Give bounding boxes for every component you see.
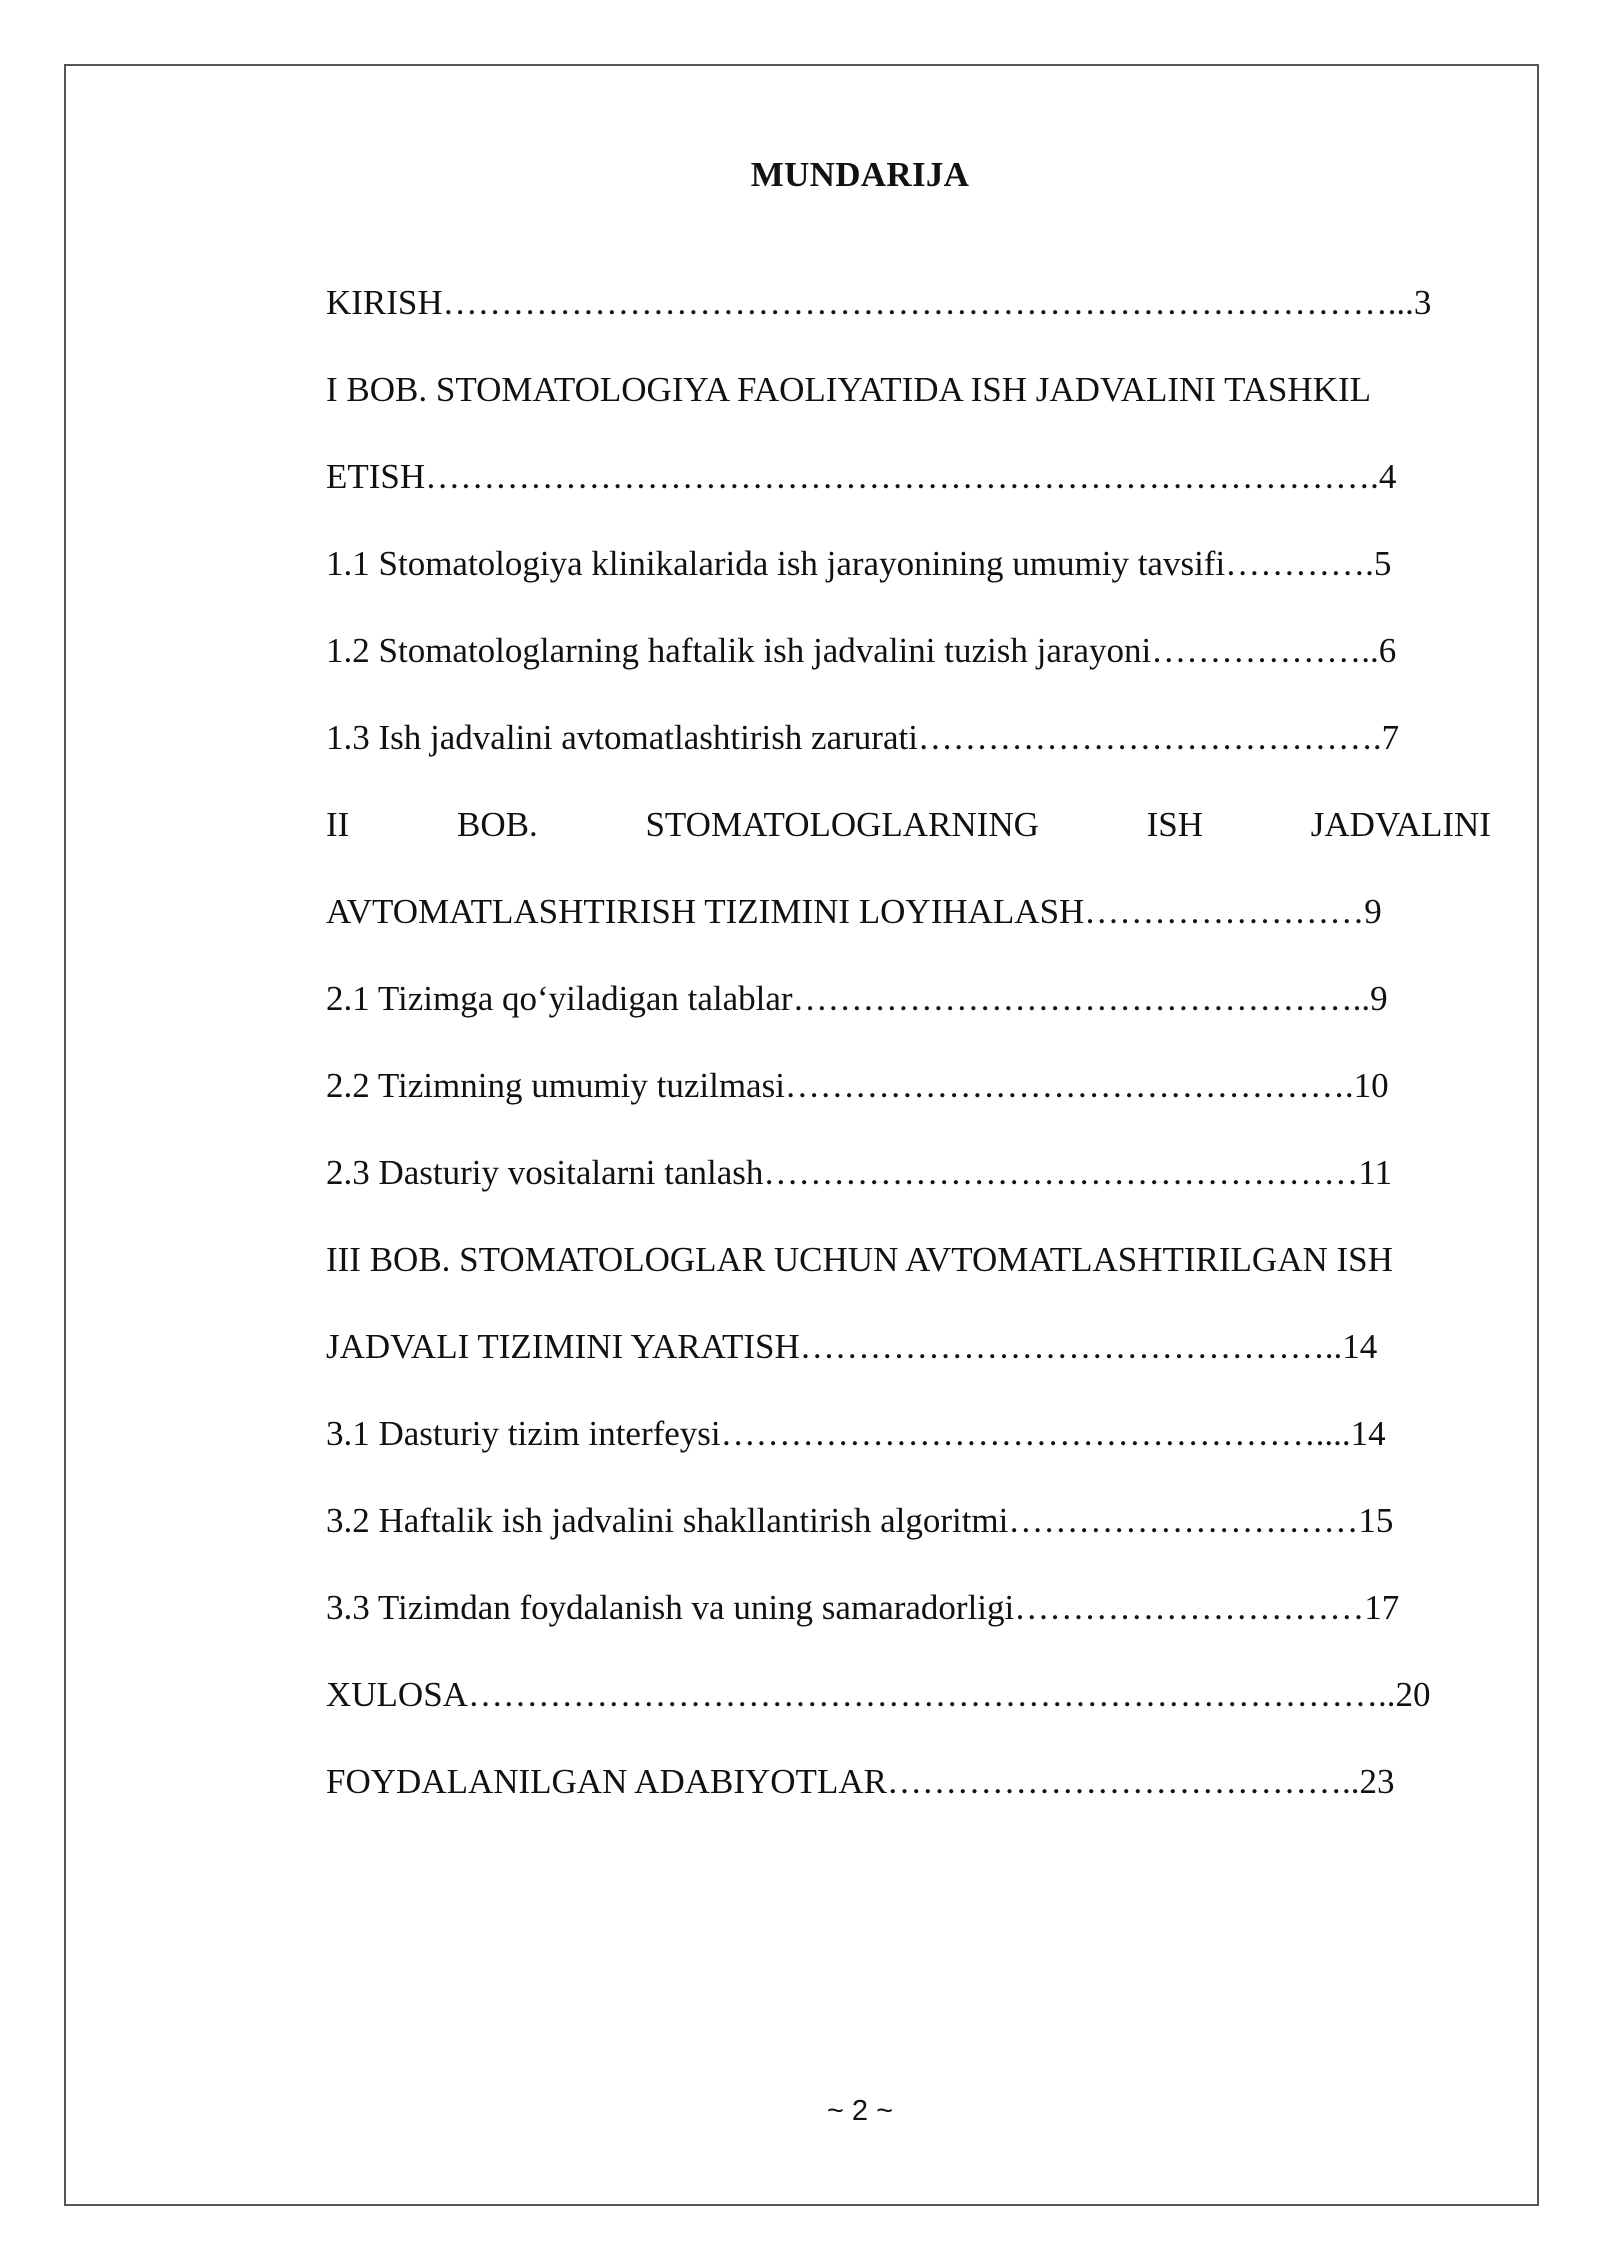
toc-entry-section-3-3[interactable]: 3.3 Tizimdan foydalanish va uning samaradorligi…………………………17 (326, 1588, 1400, 1627)
toc-word: ISH (1146, 805, 1204, 844)
toc-entry-chapter-2-line-1[interactable] (326, 802, 1491, 889)
table-of-contents (326, 280, 1491, 1846)
toc-entry-section-3-1[interactable]: 3.1 Dasturiy tizim interfeysi……………………………………………....14 (326, 1414, 1386, 1453)
toc-word: JADVALINI (1310, 805, 1491, 844)
toc-entry-kirish[interactable]: KIRISH………………………………………………………………………...3 (326, 283, 1432, 322)
toc-word: BOB. (457, 805, 538, 844)
toc-entry-chapter-3-line-2[interactable]: JADVALI TIZIMINI YARATISH………………………………………..14 (326, 1327, 1378, 1366)
toc-entry-chapter-1-line-1[interactable]: I BOB. STOMATOLOGIYA FAOLIYATIDA ISH JADVALINI TASHKIL (326, 370, 1371, 409)
toc-entry-section-2-1[interactable]: 2.1 Tizimga qo‘yiladigan talablar…………………………………………..9 (326, 979, 1388, 1018)
toc-entry-chapter-1-line-2[interactable]: ETISH……………………………………………………………………….4 (326, 457, 1397, 496)
toc-entry-section-1-1[interactable]: 1.1 Stomatologiya klinikalarida ish jarayonining umumiy tavsifi………….5 (326, 544, 1392, 583)
toc-entry-section-3-2[interactable]: 3.2 Haftalik ish jadvalini shakllantirish algoritmi…………………………15 (326, 1501, 1394, 1540)
toc-entry-chapter-2-line-2[interactable]: AVTOMATLASHTIRISH TIZIMINI LOYIHALASH……………………9 (326, 892, 1382, 931)
toc-entry-bibliography[interactable]: FOYDALANILGAN ADABIYOTLAR…………………………………..23 (326, 1762, 1395, 1801)
toc-word: II (326, 805, 350, 844)
toc-entry-chapter-3-line-1[interactable]: III BOB. STOMATOLOGLAR UCHUN AVTOMATLASHTIRILGAN ISH (326, 1240, 1393, 1279)
page-title: MUNDARIJA (750, 155, 970, 194)
toc-word: STOMATOLOGLARNING (645, 805, 1039, 844)
toc-entry-section-1-3[interactable]: 1.3 Ish jadvalini avtomatlashtirish zarurati………………………………….7 (326, 718, 1400, 757)
page-number: ~ 2 ~ (826, 2095, 894, 2127)
toc-entry-section-2-3[interactable]: 2.3 Dasturiy vositalarni tanlash……………………………………………11 (326, 1153, 1393, 1192)
toc-entry-section-2-2[interactable]: 2.2 Tizimning umumiy tuzilmasi………………………………………….10 (326, 1066, 1389, 1105)
toc-entry-xulosa[interactable]: XULOSA……………………………………………………………………..20 (326, 1675, 1431, 1714)
toc-entry-section-1-2[interactable]: 1.2 Stomatologlarning haftalik ish jadvalini tuzish jarayoni………………..6 (326, 631, 1397, 670)
